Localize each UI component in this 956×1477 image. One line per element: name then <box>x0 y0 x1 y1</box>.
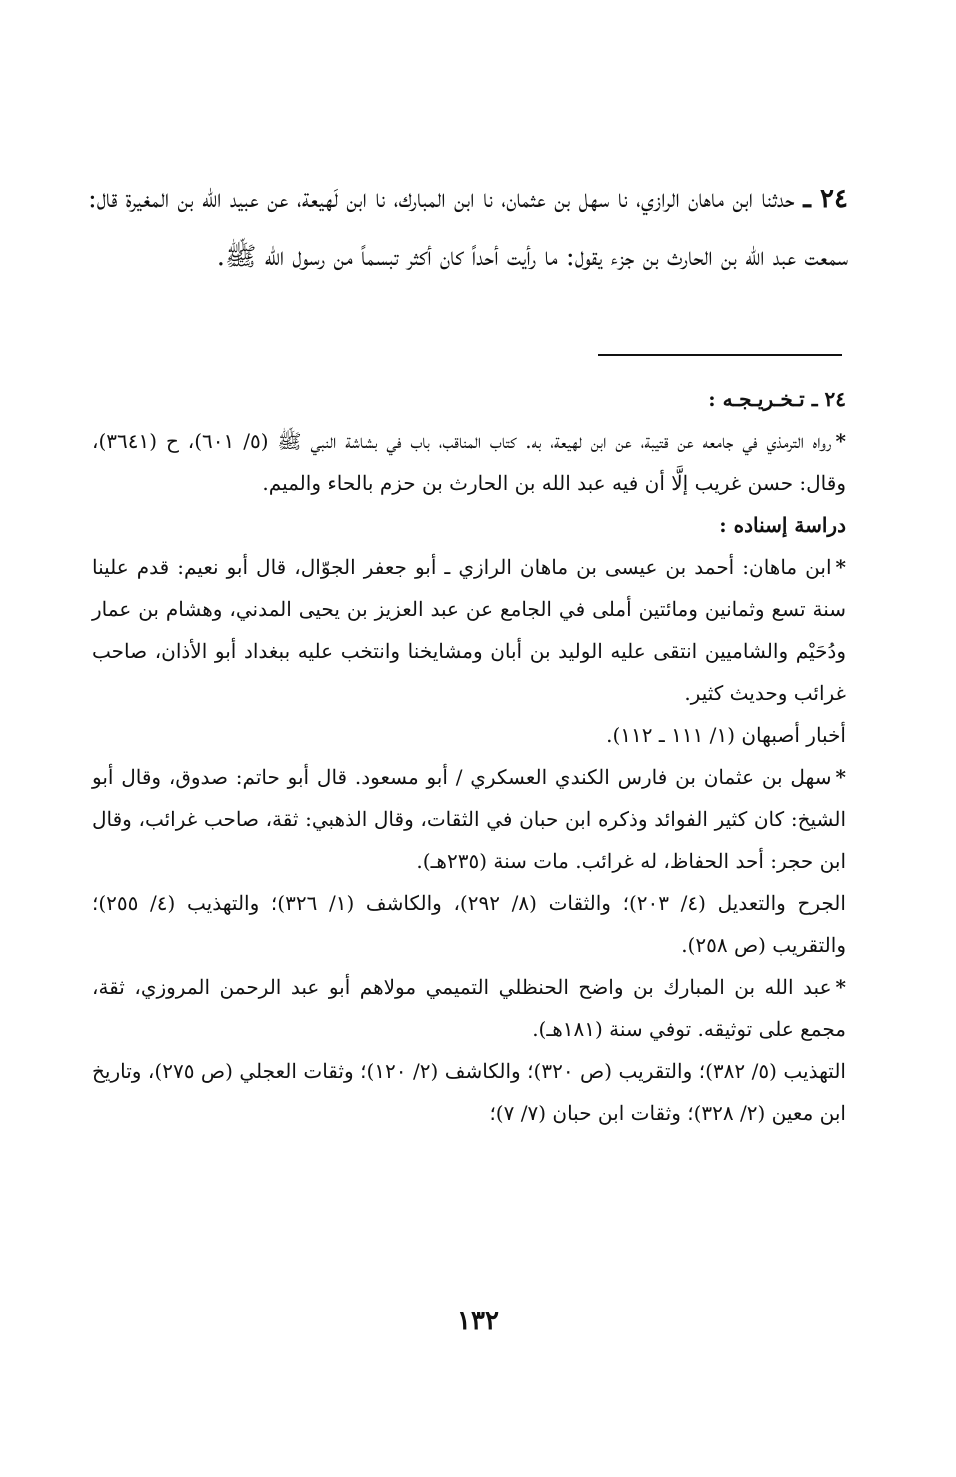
narrator-text: سهل بن عثمان بن فارس الكندي العسكري / أبو مسعود. قال أبو حاتم: صدوق، وقال أبو الشيخ: كان كثير الفوائد وذكره ابن حبان في الثقات، وقال الذهبي: ثقة، صاحب غرائب، وقال ابن حجر: أحد الحفاظ، له غرائب. مات سنة (٢٣٥هـ). <box>92 765 846 873</box>
narrator-paragraph <box>92 966 846 1050</box>
hadith-body: حدثنا ابن ماهان الرازي، نا سهل بن عثمان، نا ابن المبارك، نا ابن لَهيعة، عن عبيد الله بن المغيرة قال: سمعت عبد الله بن الحارث بن جزء يقول: ما رأيت أحداً كان أكثر تبسماً من رسول الله ﷺ. <box>88 184 848 272</box>
takhrij-paragraph <box>92 420 846 504</box>
narrator-text: ابن ماهان: أحمد بن عيسى بن ماهان الرازي ـ أبو جعفر الجوّال، قال أبو نعيم: قدم علينا سنة تسع وثمانين ومائتين أملى في الجامع عن عبد العزيز بن يحيى المدني، وهشام بن عمار ودُحَيْم والشاميين انتقى عليه الوليد بن أبان ومشايخنا وانتخب عليه ببغداد أبو الأذان، صاحب غرائب وحديث كثير. <box>92 555 846 705</box>
isnad-heading: دراسة إسناده : <box>719 513 846 537</box>
narrator-paragraph <box>92 756 846 882</box>
bullet-star: * <box>835 555 846 579</box>
takhrij-heading: ٢٤ ـ تـخـريـجـه : <box>708 387 846 411</box>
source-reference: أخبار أصبهان (١/ ١١١ ـ ١١٢). <box>606 723 846 747</box>
takhrij-text: رواه الترمذي في جامعه عن قتيبة، عن ابن لهيعة، به. كتاب المناقب، باب في بشاشة النبي ﷺ (٥/ ٦٠١)، ح (٣٦٤١)، وقال: حسن غريب إلَّا أن فيه عبد الله بن الحارث بن حزم بالحاء والميم. <box>92 429 846 495</box>
narrator-text: عبد الله بن المبارك بن واضح الحنظلي التميمي مولاهم أبو عبد الرحمن المروزي، ثقة، مجمع على توثيقه. توفي سنة (١٨١هـ). <box>92 975 846 1041</box>
bullet-star: * <box>835 765 846 789</box>
hadith-text <box>88 170 848 286</box>
narrator-paragraph <box>92 546 846 714</box>
source-reference: التهذيب (٥/ ٣٨٢)؛ والتقريب (ص ٣٢٠)؛ والكاشف (٢/ ١٢٠)؛ وثقات العجلي (ص ٢٧٥)، وتاريخ ابن معين (٢/ ٣٢٨)؛ وثقات ابن حبان (٧/ ٧)؛ <box>92 1059 846 1125</box>
footnote-separator <box>598 354 842 356</box>
bullet-star: * <box>835 975 846 999</box>
source-reference: الجرح والتعديل (٤/ ٢٠٣)؛ والثقات (٨/ ٢٩٢)، والكاشف (١/ ٣٢٦)؛ والتهذيب (٤/ ٢٥٥)؛ والتقريب (ص ٢٥٨). <box>92 891 846 957</box>
bullet-star: * <box>835 429 846 453</box>
page-number: ١٣٢ <box>457 1306 499 1336</box>
footnotes <box>92 378 846 1134</box>
hadith-number: ٢٤ ـ <box>803 184 848 214</box>
